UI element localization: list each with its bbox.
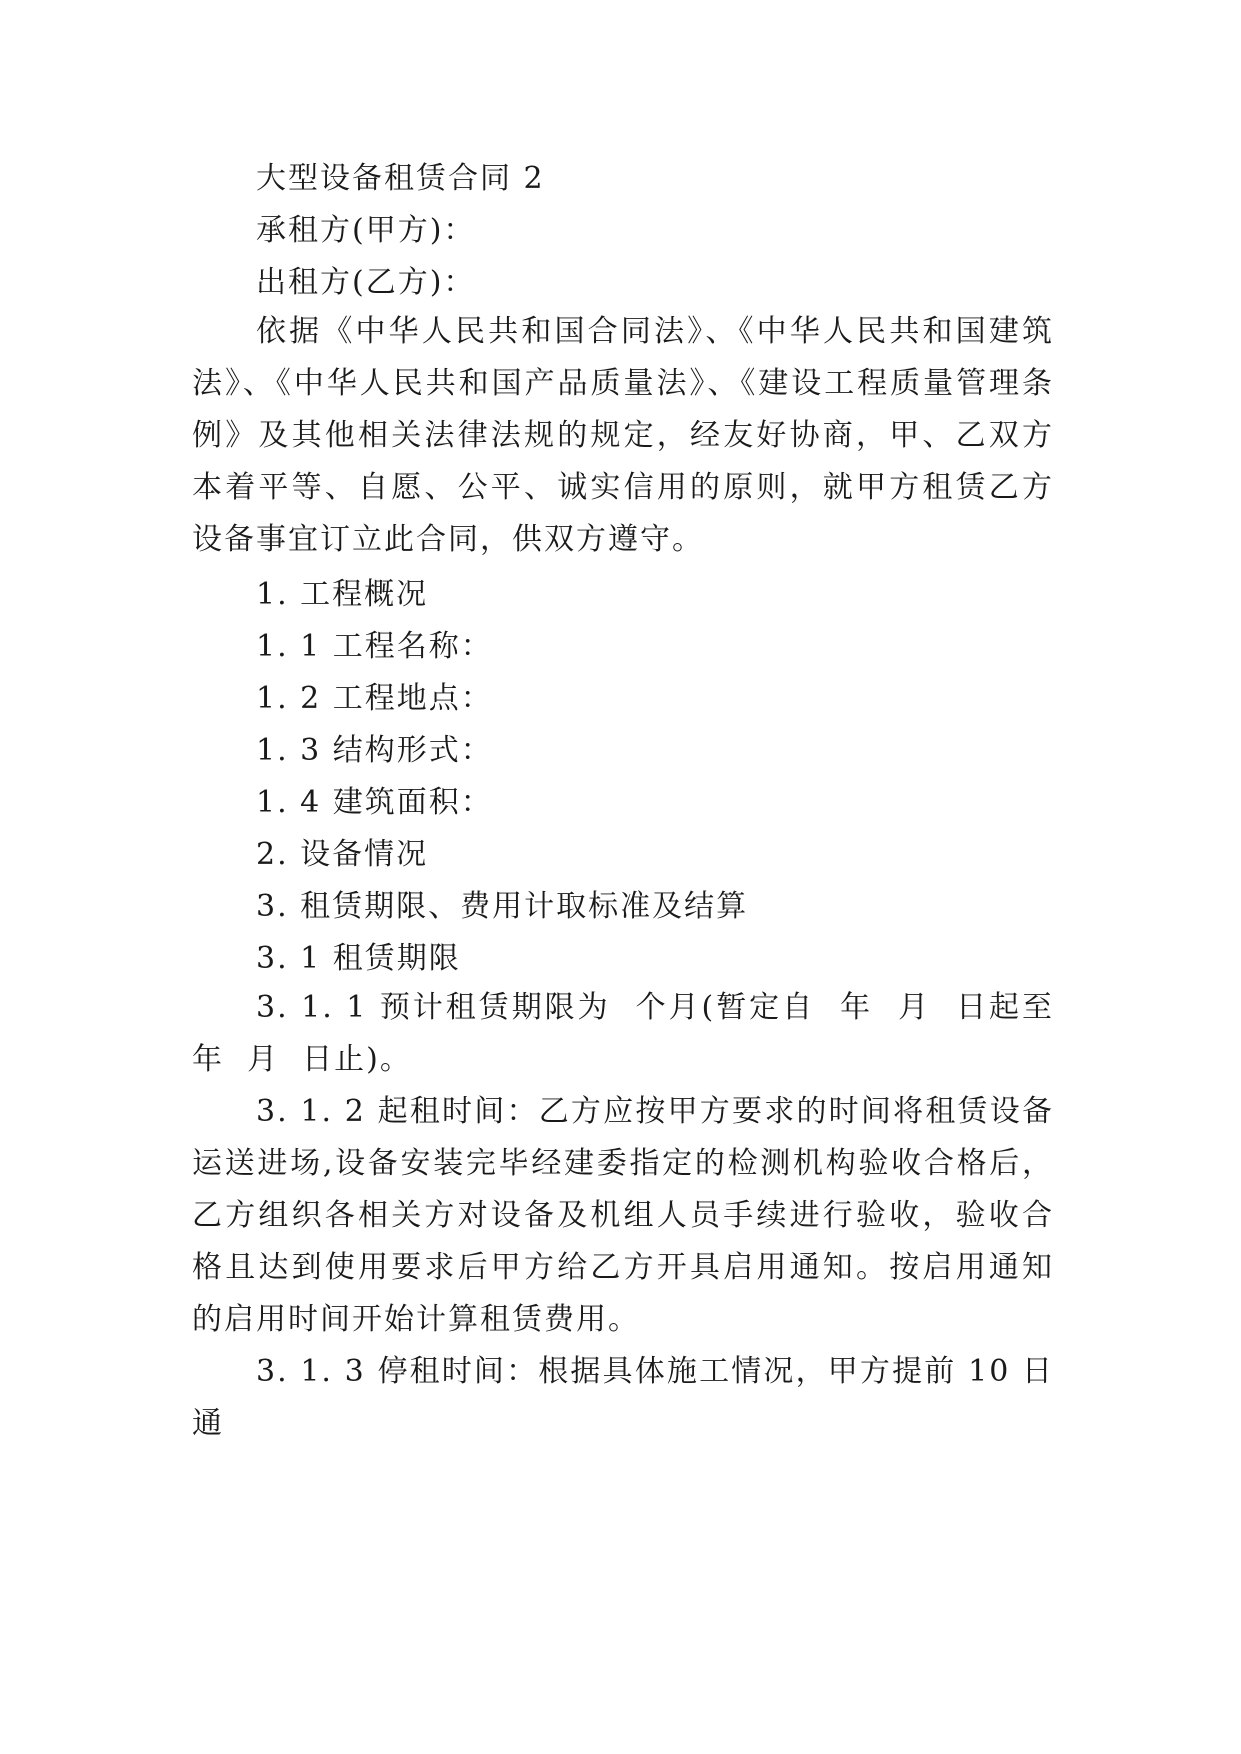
- section-3-1-1: 3. 1. 1 预计租赁期限为 个月(暂定自 年 月 日起至 年 月 日止)。: [192, 990, 1078, 1077]
- section-2-heading: 2. 设备情况: [256, 837, 429, 872]
- section-1-2: 1. 2 工程地点：: [256, 681, 493, 716]
- document-title: 大型设备租赁合同 2: [256, 161, 545, 196]
- section-1-heading: 1. 工程概况: [256, 577, 429, 612]
- section-1-3: 1. 3 结构形式：: [256, 733, 493, 768]
- paragraph-legal-basis: 依据《中华人民共和国合同法》、《中华人民共和国建筑法》、《中华人民共和国产品质量法》、《建设工程质量管理条例》及其他相关法律法规的规定，经友好协商，甲、乙双方本着平等、自愿、公平、诚实信用的原则，就甲方租赁乙方设备事宜订立此合同，供双方遵守。: [192, 314, 1054, 557]
- paragraph-lessor: 出租方(乙方)：: [256, 265, 476, 300]
- section-3-1-2: 3. 1. 2 起租时间：乙方应按甲方要求的时间将租赁设备运送进场,设备安装完毕经建委指定的检测机构验收合格后，乙方组织各相关方对设备及机组人员手续进行验收，验收合格且达到使用要求后甲方给乙方开具启用通知。按启用通知的启用时间开始计算租赁费用。: [192, 1094, 1054, 1337]
- section-3-heading: 3. 租赁期限、费用计取标准及结算: [256, 889, 749, 924]
- section-1-1: 1. 1 工程名称：: [256, 629, 493, 664]
- section-1-4: 1. 4 建筑面积：: [256, 785, 493, 820]
- section-3-1-3: 3. 1. 3 停租时间：根据具体施工情况，甲方提前 10 日通: [192, 1354, 1054, 1441]
- section-3-1: 3. 1 租赁期限: [256, 941, 461, 976]
- paragraph-lessee: 承租方(甲方)：: [256, 213, 476, 248]
